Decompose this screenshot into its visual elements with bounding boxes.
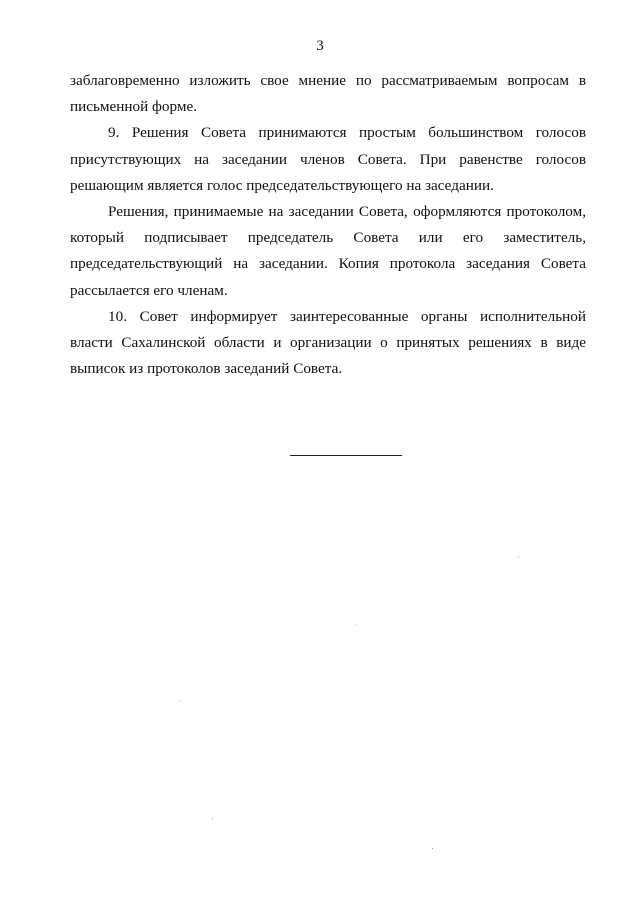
document-body xyxy=(70,68,586,382)
scan-speck xyxy=(432,848,433,849)
paragraph-item-9: 9. Решения Совета принимаются простым большинством голосов присутствующих на заседании членов Совета. При равенстве голосов решающим является голос председательствующего на заседании. xyxy=(70,124,586,194)
paragraph-decisions-protocol: Решения, принимаемые на заседании Совета, оформляются протоколом, который подписывает председатель Совета или его заместитель, председательствующий на заседании. Копия протокола заседания Совета рассылается его членам. xyxy=(70,203,586,299)
scan-speck xyxy=(212,818,213,819)
page-number: 3 xyxy=(316,38,324,54)
scan-speck xyxy=(518,556,519,557)
paragraph-item-10: 10. Совет информирует заинтересованные органы исполнительной власти Сахалинской области и организации о принятых решениях в виде выписок из протоколов заседаний Совета. xyxy=(70,307,586,378)
paragraph-continuation: заблаговременно изложить свое мнение по рассматриваемым вопросам в письменной форме. xyxy=(70,72,586,116)
scan-speck xyxy=(356,625,357,626)
closing-divider xyxy=(290,455,402,456)
scan-speck xyxy=(180,700,181,701)
